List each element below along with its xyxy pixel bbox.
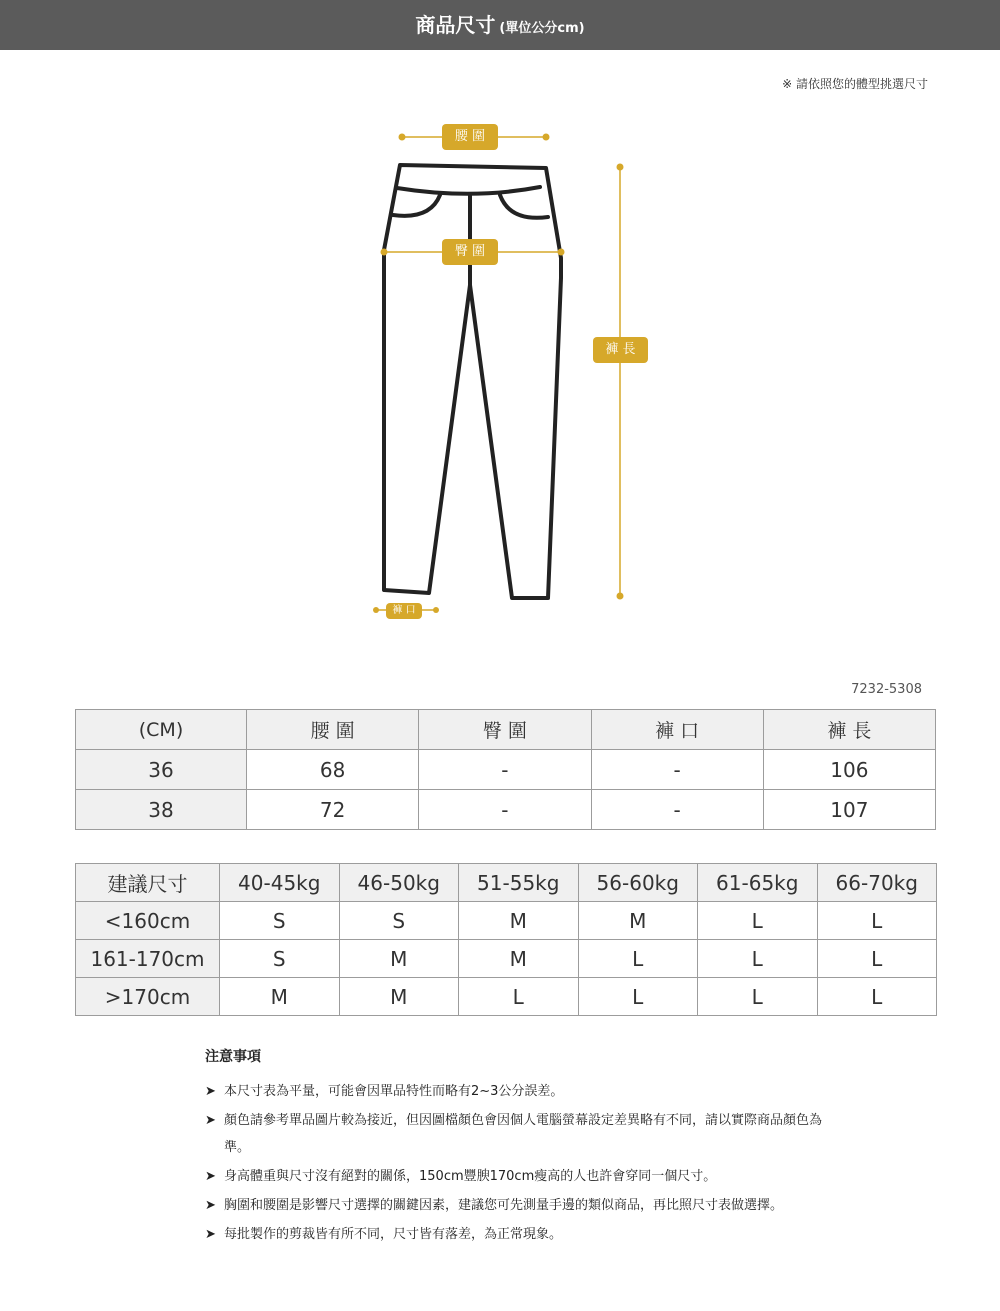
table-cell: M xyxy=(459,902,579,940)
table-cell: L xyxy=(817,902,937,940)
notes-section xyxy=(205,1046,825,1250)
note-item xyxy=(205,1107,825,1161)
table-cell: L xyxy=(459,978,579,1016)
table-cell: M xyxy=(459,940,579,978)
header-cell: 40-45kg xyxy=(220,864,340,902)
table-cell: S xyxy=(220,902,340,940)
table-cell: L xyxy=(698,940,818,978)
table-row xyxy=(76,750,936,790)
table-cell: 107 xyxy=(763,790,935,830)
header-cell: 褲 長 xyxy=(763,710,935,750)
table-row xyxy=(76,940,937,978)
pants-diagram xyxy=(360,110,680,630)
notes-title: 注意事項 xyxy=(205,1049,261,1065)
table-cell: L xyxy=(817,940,937,978)
table-row xyxy=(76,978,937,1016)
header-cell: 建議尺寸 xyxy=(76,864,220,902)
table-cell: 68 xyxy=(247,750,419,790)
length-label: 褲 長 xyxy=(593,337,648,363)
header-cell: 46-50kg xyxy=(339,864,459,902)
height-cell: >170cm xyxy=(76,978,220,1016)
height-cell: <160cm xyxy=(76,902,220,940)
recommend-table xyxy=(75,863,937,1016)
note-text: 每批製作的剪裁皆有所不同，尺寸皆有落差，為正常現象。 xyxy=(224,1227,563,1242)
note-item xyxy=(205,1221,825,1248)
note-item xyxy=(205,1163,825,1190)
table-cell: 106 xyxy=(763,750,935,790)
table-cell: S xyxy=(220,940,340,978)
table-cell: M xyxy=(339,940,459,978)
arrow-icon: ➤ xyxy=(205,1113,216,1128)
table-cell: - xyxy=(419,790,591,830)
table-cell: L xyxy=(578,940,698,978)
arrow-icon: ➤ xyxy=(205,1169,216,1184)
header-cell: 褲 口 xyxy=(591,710,763,750)
unit-label: (單位公分cm) xyxy=(499,21,585,36)
height-cell: 161-170cm xyxy=(76,940,220,978)
pants-illustration xyxy=(360,110,680,630)
header-cell: (CM) xyxy=(76,710,247,750)
table-cell: L xyxy=(698,902,818,940)
size-table-header xyxy=(76,710,936,750)
page-title: 商品尺寸 xyxy=(415,13,496,37)
header-cell: 56-60kg xyxy=(578,864,698,902)
table-cell: M xyxy=(339,978,459,1016)
table-cell: S xyxy=(339,902,459,940)
size-tip: ※ 請依照您的體型挑選尺寸 xyxy=(782,77,928,91)
size-cell: 38 xyxy=(76,790,247,830)
table-cell: M xyxy=(220,978,340,1016)
table-cell: - xyxy=(591,790,763,830)
table-row xyxy=(76,790,936,830)
note-text: 顏色請參考單品圖片較為接近，但因圖檔顏色會因個人電腦螢幕設定差異略有不同，請以實際商品顏色為準。 xyxy=(224,1113,823,1155)
header-bar xyxy=(0,0,1000,50)
header-cell: 51-55kg xyxy=(459,864,579,902)
arrow-icon: ➤ xyxy=(205,1198,216,1213)
size-cell: 36 xyxy=(76,750,247,790)
hem-label: 褲 口 xyxy=(386,603,422,619)
table-row xyxy=(76,902,937,940)
note-text: 胸圍和腰圍是影響尺寸選擇的關鍵因素，建議您可先測量手邊的類似商品，再比照尺寸表做選擇。 xyxy=(224,1198,784,1213)
table-cell: - xyxy=(591,750,763,790)
table-cell: L xyxy=(578,978,698,1016)
arrow-icon: ➤ xyxy=(205,1227,216,1242)
header-cell: 66-70kg xyxy=(817,864,937,902)
table-cell: L xyxy=(817,978,937,1016)
note-item xyxy=(205,1078,825,1105)
product-code: 7232-5308 xyxy=(851,682,922,697)
header-cell: 61-65kg xyxy=(698,864,818,902)
table-cell: 72 xyxy=(247,790,419,830)
note-item xyxy=(205,1192,825,1219)
note-text: 本尺寸表為平量，可能會因單品特性而略有2~3公分誤差。 xyxy=(224,1084,564,1099)
table-cell: - xyxy=(419,750,591,790)
hip-label: 臀 圍 xyxy=(442,239,498,265)
arrow-icon: ➤ xyxy=(205,1084,216,1099)
recommend-table-header xyxy=(76,864,937,902)
table-cell: L xyxy=(698,978,818,1016)
size-table xyxy=(75,709,936,830)
waist-label: 腰 圍 xyxy=(442,124,498,150)
header-cell: 腰 圍 xyxy=(247,710,419,750)
table-cell: M xyxy=(578,902,698,940)
header-cell: 臀 圍 xyxy=(419,710,591,750)
note-text: 身高體重與尺寸沒有絕對的關係，150cm豐腴170cm瘦高的人也許會穿同一個尺寸。 xyxy=(224,1169,717,1184)
